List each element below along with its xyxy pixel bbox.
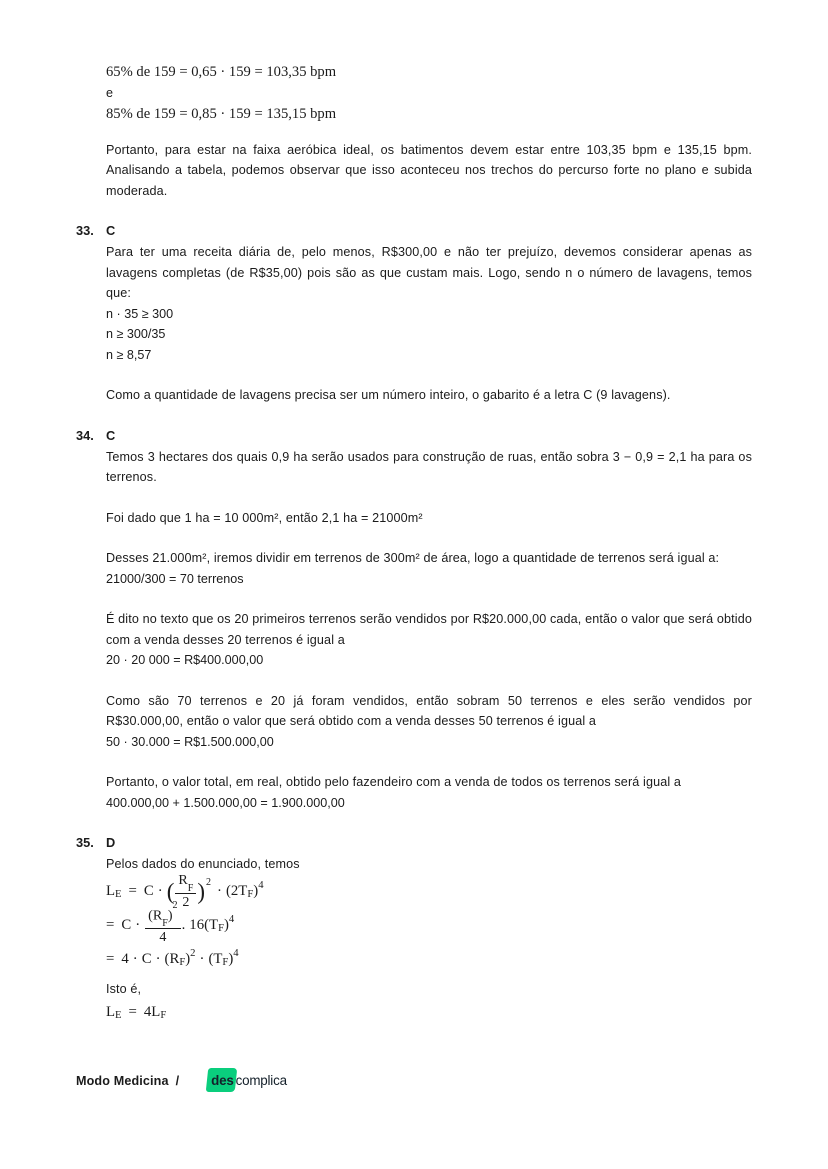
eq2-frac-denominator: 4 xyxy=(159,928,167,945)
eq2-fraction xyxy=(145,900,180,945)
answer-35 xyxy=(76,833,752,1025)
intro-formula-65: 65% de 159 = 0,65 · 159 = 103,35 bpm xyxy=(106,64,337,80)
answer-33-heading xyxy=(76,221,752,240)
eq1-tail-open: ( xyxy=(225,883,231,899)
eq1-outer-exponent: 2 xyxy=(206,876,212,888)
answer-35-equation-4 xyxy=(106,999,752,1025)
eq1-frac-denominator: 2 xyxy=(182,893,190,910)
answer-35-heading xyxy=(76,833,752,852)
answer-35-number: 35. xyxy=(76,835,94,850)
eq3-term2-sub: F xyxy=(222,957,229,969)
eq2-constant: C xyxy=(121,917,132,933)
eq2-tail: 16(T xyxy=(189,917,219,933)
eq4-lhs-sub: E xyxy=(115,1009,122,1021)
answer-34-paragraph-2: Foi dado que 1 ha = 10 000m², então 2,1 ha = 21000m² xyxy=(106,510,423,525)
eq3-coefficient: 4 xyxy=(121,951,129,967)
eq1-constant: C xyxy=(143,883,154,899)
eq3-term1-exponent: 2 xyxy=(190,948,196,960)
answer-34-step-5: 50 · 30.000 = R$1.500.000,00 xyxy=(106,734,274,749)
eq1-dot-2: · xyxy=(217,883,222,899)
eq2-dot-1: · xyxy=(135,917,141,933)
spacer xyxy=(76,125,752,140)
spacer xyxy=(76,825,752,833)
eq3-term2-close: ) xyxy=(228,951,234,967)
eq1-frac-num-base: R xyxy=(178,872,188,889)
spacer xyxy=(76,601,752,609)
spacer xyxy=(76,764,752,772)
eq1-fraction xyxy=(172,872,196,912)
answer-34-heading xyxy=(76,426,752,445)
answer-34-step-6-wrap xyxy=(76,793,752,814)
eq1-lhs-base: L xyxy=(106,883,116,899)
eq1-frac-numerator xyxy=(175,872,196,895)
answer-35-isto-e: Isto é, xyxy=(106,981,142,996)
answer-33-step-1: n · 35 ≥ 300 xyxy=(106,306,174,321)
spacer xyxy=(76,418,752,426)
eq3-term2-open: (T xyxy=(208,951,223,967)
answer-34-letter: C xyxy=(106,427,116,443)
answer-34-step-3: 21000/300 = 70 terrenos xyxy=(106,571,244,586)
answer-33-step-2: n ≥ 300/35 xyxy=(106,327,166,341)
eq2-tail-sub: F xyxy=(218,923,224,935)
eq1-close-paren: ) xyxy=(197,879,205,905)
answer-34-paragraph-3: Desses 21.000m², iremos dividir em terrenos de 300m² de área, logo a quantidade de terrenos será igual a: xyxy=(106,551,720,565)
descomplica-logo-text: complica xyxy=(235,1073,287,1088)
answer-35-paragraph-1: Pelos dados do enunciado, temos xyxy=(106,857,300,871)
intro-paragraph: Portanto, para estar na faixa aeróbica ideal, os batimentos devem estar entre 103,35 bpm e 135,15 bpm. Analisando a tabela, podemos observar que isso aconteceu nos trechos do percurso forte no plano e subida moderada. xyxy=(106,142,752,198)
eq2-dot-2: . xyxy=(181,917,186,933)
intro-section xyxy=(76,62,752,201)
answer-33-step-3: n ≥ 8,57 xyxy=(106,347,152,362)
eq3-term1-sub: F xyxy=(179,957,186,969)
page-footer xyxy=(76,1071,287,1090)
spacer xyxy=(76,377,752,385)
footer-separator: / xyxy=(175,1073,180,1088)
intro-conjunction: e xyxy=(106,86,114,100)
eq4-equals: = xyxy=(128,1003,137,1020)
eq2-frac-num-open: (R xyxy=(148,907,163,924)
eq1-open-paren: ( xyxy=(166,879,175,905)
eq4-lhs-base: L xyxy=(106,1003,116,1020)
eq4-rhs-sub: F xyxy=(160,1009,167,1021)
footer-brand-label: Modo Medicina xyxy=(76,1073,169,1088)
eq3-term2-exponent: 4 xyxy=(233,948,239,960)
answer-34-step-3-wrap xyxy=(76,569,752,590)
answer-34-step-5-wrap xyxy=(76,732,752,753)
eq1-frac-num-sub: F xyxy=(187,883,194,895)
eq1-equals: = xyxy=(128,883,137,899)
intro-formula-85: 85% de 159 = 0,85 · 159 = 135,15 bpm xyxy=(106,105,337,122)
eq4-rhs-coefficient: 4L xyxy=(143,1003,161,1020)
eq3-dot-1: · xyxy=(132,951,138,967)
spacer xyxy=(76,500,752,508)
answer-33-paragraph-2: Como a quantidade de lavagens precisa ser um número inteiro, o gabarito é a letra C (9 lavagens). xyxy=(106,388,671,402)
eq1-dot-1: · xyxy=(157,883,163,899)
spacer xyxy=(76,683,752,691)
eq2-frac-numerator xyxy=(145,900,180,930)
answer-35-equation-2 xyxy=(106,900,752,945)
eq1-tail-exponent: 4 xyxy=(258,880,264,892)
answer-34-step-4-wrap xyxy=(76,650,752,671)
eq2-frac-num-exponent: 2 xyxy=(172,900,178,912)
eq2-frac-num-close: ) xyxy=(167,907,173,924)
answer-33-letter: C xyxy=(106,223,116,238)
answer-34-step-4: 20 · 20 000 = R$400.000,00 xyxy=(106,653,264,667)
spacer xyxy=(76,213,752,221)
answer-33-paragraph-1: Para ter uma receita diária de, pelo menos, R$300,00 e não ter prejuízo, devemos considerar apenas as lavagens completas (de R$35,00) pois são as que custam mais. Logo, sendo n o número de lavagens, temos que: xyxy=(106,245,752,300)
eq2-tail-close: ) xyxy=(223,917,229,933)
descomplica-logo-mark: des xyxy=(208,1071,235,1090)
descomplica-logo xyxy=(208,1071,287,1090)
eq3-term1-open: (R xyxy=(164,951,180,967)
answer-33-number: 33. xyxy=(76,223,94,238)
answer-34-number: 34. xyxy=(76,427,94,443)
eq2-tail-exponent: 4 xyxy=(228,914,235,926)
eq3-constant: C xyxy=(141,951,152,967)
eq1-tail-close: ) xyxy=(253,883,259,899)
eq3-equals: = xyxy=(106,951,115,967)
eq1-tail-sub: F xyxy=(247,889,254,901)
eq2-equals: = xyxy=(106,917,115,933)
eq3-dot-2: · xyxy=(155,951,161,967)
answer-34-paragraph-4: É dito no texto que os 20 primeiros terrenos serão vendidos por R$20.000,00 cada, então o valor que será obtido com a venda desses 20 terrenos é igual a xyxy=(106,612,752,647)
answer-35-equation-3 xyxy=(106,943,752,977)
answer-34-step-6: 400.000,00 + 1.500.000,00 = 1.900.000,00 xyxy=(106,795,345,810)
answer-34-paragraph-6: Portanto, o valor total, em real, obtido pelo fazendeiro com a venda de todos os terrenos será igual a xyxy=(106,775,682,789)
answer-34-paragraph-5: Como são 70 terrenos e 20 já foram vendidos, então sobram 50 terrenos e eles serão vendidos por R$30.000,00, então o valor que será obtido com a venda desses 50 terrenos é igual a xyxy=(106,693,752,728)
spacer xyxy=(76,540,752,548)
eq3-term1-close: ) xyxy=(185,951,191,967)
eq1-lhs-sub: E xyxy=(115,889,122,901)
answer-34-paragraph-1: Temos 3 hectares dos quais 0,9 ha serão usados para construção de ruas, então sobra 3 − 0,9 = 2,1 ha para os terrenos. xyxy=(106,449,752,484)
answer-34 xyxy=(76,426,752,814)
answer-33 xyxy=(76,221,752,406)
eq1-tail-coef: 2T xyxy=(230,883,248,899)
answer-35-equation-1 xyxy=(106,872,752,912)
document-content xyxy=(76,62,752,1025)
answer-33-steps xyxy=(76,304,752,366)
eq3-dot-3: · xyxy=(199,951,205,967)
eq2-frac-num-sub: F xyxy=(162,918,168,930)
answer-35-letter: D xyxy=(106,835,116,850)
